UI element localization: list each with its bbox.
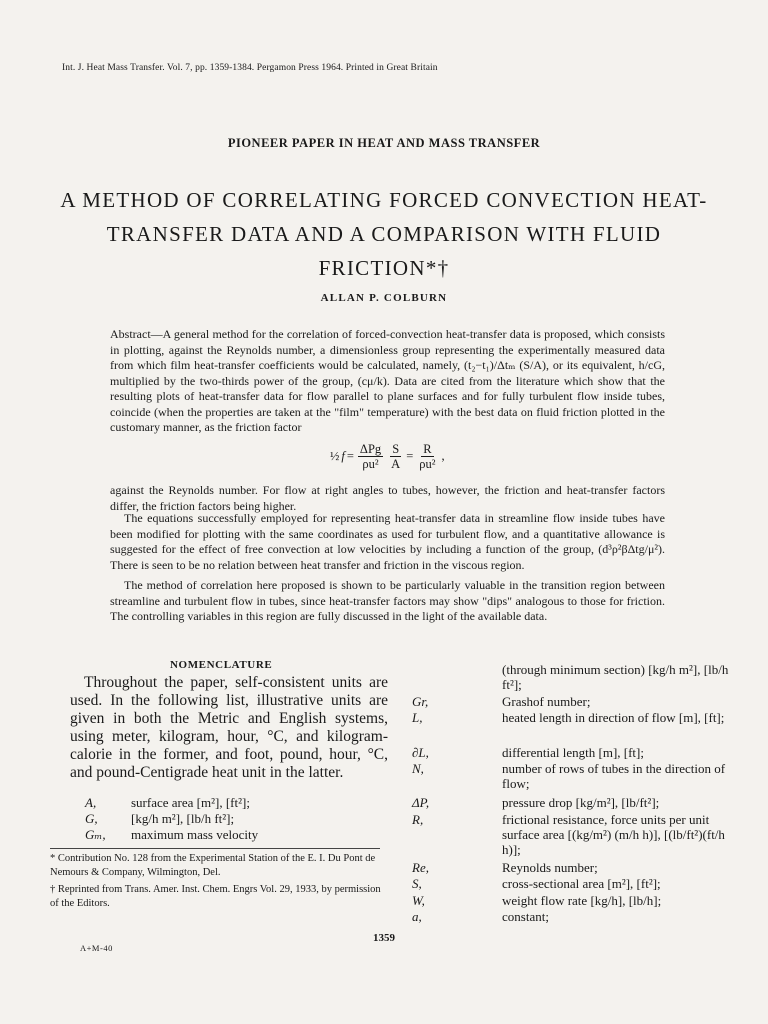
eq-frac1-den: ρu² — [362, 457, 379, 471]
nomenclature-symbol: S, — [412, 876, 422, 891]
nomenclature-symbol: ΔP, — [412, 795, 430, 810]
nomenclature-definition: surface area [m²], [ft²]; — [131, 795, 250, 810]
eq-fraction-1 — [358, 442, 383, 471]
abstract-paragraph-4 — [110, 578, 665, 625]
nomenclature-item — [412, 893, 732, 908]
nomenclature-symbol: L, — [412, 710, 423, 725]
eq-frac2-den: A — [391, 457, 401, 471]
footnote-2: † Reprinted from Trans. Amer. Inst. Chem. Engrs Vol. 29, 1933, by permission of the Editors. — [50, 884, 381, 909]
nomenclature-item — [412, 694, 732, 709]
eq-frac3-den: ρu² — [419, 457, 436, 471]
nomenclature-definition: maximum mass velocity — [131, 827, 259, 842]
nomenclature-definition: frictional resistance, force units per unit surface area [(kg/m²) (m/h h)], [(lb/ft²)(ft/h h)]; — [502, 812, 725, 857]
eq-frac1-num: ΔPg — [359, 442, 382, 456]
nomenclature-symbol: A, — [85, 795, 97, 810]
nomenclature-definition: pressure drop [kg/m²], [lb/ft²]; — [502, 795, 660, 810]
abstract-paragraph-1 — [110, 327, 665, 436]
page-number: 1359 — [373, 932, 395, 944]
nomenclature-item — [412, 710, 732, 725]
nomenclature-item — [412, 812, 732, 857]
nomenclature-intro: Throughout the paper, self-consistent units are used. In the following list, illustrative units are given in both the Metric and English systems, using meter, kilogram, hour, °C, and kilogram-calorie in the former, and foot, pound, hour, °C, and pound-Centigrade heat unit in the latter. — [70, 674, 388, 781]
friction-factor-equation — [330, 442, 445, 471]
journal-header: Int. J. Heat Mass Transfer. Vol. 7, pp. 1359-1384. Pergamon Press 1964. Printed in Great Britain — [62, 63, 438, 73]
nomenclature-item — [412, 761, 732, 791]
nomenclature-definition: Reynolds number; — [502, 860, 598, 875]
abstract-text-4: The method of correlation here proposed is shown to be particularly valuable in the transition region between streamline and turbulent flow in tubes, since heat-transfer factors may show "dips" analogous to those for friction. The controlling variables in this region are fully discussed in the light of the available data. — [110, 578, 665, 623]
nomenclature-symbol: Gr, — [412, 694, 429, 709]
series-title: PIONEER PAPER IN HEAT AND MASS TRANSFER — [227, 136, 541, 150]
nomenclature-definition: constant; — [502, 909, 549, 924]
abstract-label: Abstract — [110, 327, 151, 341]
footnotes — [50, 852, 384, 914]
nomenclature-symbol: W, — [412, 893, 425, 908]
eq-comma: , — [441, 449, 445, 463]
nomenclature-definition: [kg/h m²], [lb/h ft²]; — [131, 811, 235, 826]
eq-equals-2: = — [406, 449, 414, 463]
nomenclature-item — [85, 795, 341, 810]
nomenclature-definition: differential length [m], [ft]; — [502, 745, 644, 760]
nomenclature-item — [85, 827, 341, 842]
author-name: ALLAN P. COLBURN — [320, 292, 448, 304]
nomenclature-item — [412, 745, 732, 760]
nomenclature-item — [412, 909, 732, 924]
nomenclature-definition: number of rows of tubes in the direction of flow; — [502, 761, 726, 791]
nomenclature-heading: NOMENCLATURE — [170, 659, 273, 671]
abstract-paragraph-2 — [110, 483, 665, 514]
eq-equals-1: = — [346, 449, 354, 463]
abstract-text-2: against the Reynolds number. For flow at right angles to tubes, however, the friction and heat-transfer factors differ, the friction factors being higher. — [110, 483, 665, 513]
nomenclature-symbol: N, — [412, 761, 424, 776]
nomenclature-definition: cross-sectional area [m²], [ft²]; — [502, 876, 661, 891]
eq-var: f — [341, 449, 345, 463]
eq-frac3-num: R — [423, 442, 432, 456]
nomenclature-item — [412, 876, 732, 891]
paper-title: A METHOD OF CORRELATING FORCED CONVECTION HEAT-TRANSFER DATA AND A COMPARISON WITH FLUID FRICTION*† — [60, 188, 708, 280]
eq-frac2-num: S — [392, 442, 400, 456]
nomenclature-item — [412, 860, 732, 875]
nomenclature-symbol: Gₘ, — [85, 827, 106, 842]
footnote-1: * Contribution No. 128 from the Experimental Station of the E. I. Du Pont de Nemours & Company, Wilmington, Del. — [50, 853, 376, 878]
nomenclature-symbol: R, — [412, 812, 424, 827]
footnote-divider — [50, 848, 380, 849]
code-mark: A+M-40 — [80, 943, 113, 953]
nomenclature-item — [412, 795, 732, 810]
eq-coef: ½ — [330, 449, 340, 463]
nomenclature-definition: Grashof number; — [502, 694, 591, 709]
nomenclature-item — [85, 811, 341, 826]
nomenclature-definition: weight flow rate [kg/h], [lb/h]; — [502, 893, 662, 908]
abstract-text-1: —A general method for the correlation of forced-convection heat-transfer data is proposed, which consists in plotting, against the Reynolds number, a dimensionless group representing the experimentally measured data from which film heat-transfer coefficients would be calculated, namely, (t₂−t₁)/Δtₘ (S/A), or its equivalent, h/cG, multiplied by the two-thirds power of the group, (cμ/k). Data are cited from the literature which show that the resulting plots of heat-transfer data for flow parallel to plane surfaces and for fully turbulent flow inside tubes, coincide (when the properties are taken at the "film" temperature) with the best data on fluid friction plotted in the customary manner, as the friction factor — [110, 327, 665, 434]
abstract-text-3: The equations successfully employed for representing heat-transfer data in streamline flow inside tubes have been modified for plotting with the same coordinates as used for turbulent flow, and a quantitative allowance is suggested for the effect of free convection at low velocities by including a function of the group, (d³ρ²βΔtg/μ²). There is seen to be no relation between heat transfer and friction in the viscous region. — [110, 511, 665, 572]
abstract-paragraph-3 — [110, 511, 665, 573]
nomenclature-continued: (through minimum section) [kg/h m²], [lb/h ft²]; — [502, 662, 729, 692]
nomenclature-symbol: G, — [85, 811, 98, 826]
nomenclature-symbol: ∂L, — [412, 745, 429, 760]
eq-fraction-3 — [417, 442, 437, 471]
nomenclature-definition: heated length in direction of flow [m], [ft]; — [502, 710, 725, 725]
nomenclature-symbol: a, — [412, 909, 422, 924]
nomenclature-symbol: Re, — [412, 860, 429, 875]
eq-fraction-2 — [389, 442, 402, 471]
